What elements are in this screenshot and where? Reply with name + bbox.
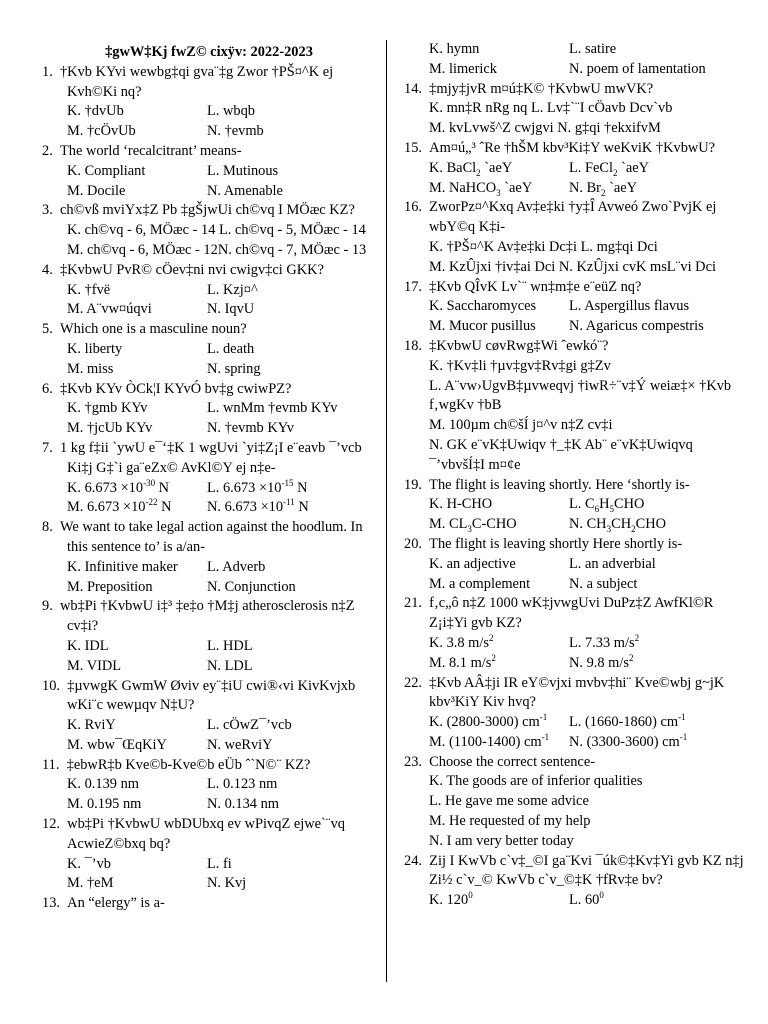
answer-option: M. †jcUb KYv: [67, 420, 153, 437]
answer-option-exp: -1: [539, 712, 548, 723]
answer-option: K. IDL: [67, 637, 109, 654]
answer-option: M. VIDL: [67, 657, 122, 674]
question-stem: 17. ‡Kvb QÎvK Lv`¨ wn‡m‡e e¨eüZ nq?: [404, 278, 642, 295]
answer-options: [404, 555, 750, 595]
answer-option: K. liberty: [67, 340, 123, 357]
answer-option: M. 0.195 nm: [67, 796, 142, 813]
answer-option: L. wnMm †evmb KYv: [207, 400, 338, 417]
question-3: [42, 201, 376, 260]
answer-option-line: L. A¨vw›UgvB‡µvweqvj †iwR÷¨v‡Ý weiæ‡× †Kvb f‚wgKv †bB: [429, 377, 732, 414]
question-stem: 20. The flight is leaving shortly Here shortly is-: [404, 535, 683, 552]
answer-option-line: M. ch©vq - 6, MÖæc - 12N. ch©vq - 7, MÖæc - 13: [67, 241, 367, 258]
answer-option: M. NaHCO$_3$ `aeY: [429, 179, 533, 198]
question-15: [404, 139, 750, 198]
answer-option: K. Infinitive maker: [67, 558, 178, 575]
question-stem: 8. We want to take legal action against the hoodlum. In this sentence to’ is a/an-: [42, 519, 363, 555]
question-stem: 18. ‡KvbwU cøvRwg‡Wi ˆewkó¨?: [404, 337, 609, 354]
question-16: [404, 198, 750, 277]
answer-options: [404, 159, 750, 199]
answer-option: L. wbqb: [207, 103, 255, 120]
answer-option-exp: 2: [628, 652, 634, 663]
answer-option: M. †cÖvUb: [67, 123, 136, 140]
question-5: [42, 320, 376, 379]
question-20: [404, 535, 750, 594]
answer-option: M. †eM: [67, 875, 114, 892]
answer-options: [42, 340, 376, 380]
answer-option: K. Compliant: [67, 162, 146, 179]
question-stem: 10. ‡µvwgK GwmW Øviv ey¨‡iU cwi®‹vi KivKvjxb wKi¨c wewµqv N‡U?: [42, 677, 356, 714]
question-stem: 22. ‡Kvb AÂ‡ji IR eY©vjxi mvbv‡hi¨ Kve©wbj g~jK kbv³KiY Kiv hvq?: [404, 674, 725, 711]
answer-option: M. $CL_3C$-CHO: [429, 516, 517, 534]
answer-option: M. a complement: [429, 575, 531, 592]
answer-option-exp: 2: [491, 652, 496, 663]
answer-option: N. †evmb: [207, 123, 264, 140]
answer-option: N. 0.134 nm: [207, 796, 279, 813]
answer-options: [42, 399, 376, 439]
page-title: ‡gwW‡Kj fwZ© cixÿv: 2022-2023: [105, 44, 313, 60]
answer-option: L. fi: [207, 855, 232, 872]
answer-option: N. a subject: [569, 575, 638, 592]
answer-option: M. (1100-1400) $cm^{-1}$: [429, 732, 550, 750]
answer-option: M. wbw¯ŒqKiY: [67, 736, 167, 753]
question-stem: 14. ‡mjy‡jvR m¤ú‡K© †KvbwU mwVK?: [404, 80, 654, 97]
answer-options: [42, 479, 376, 519]
answer-option-line: N. GK e¨vK‡Uwiqv †_‡K Ab¨ e¨vK‡Uwiqvq ¯’vbvšÍ‡I m¤¢e: [429, 436, 693, 473]
answer-option-exp: -1: [678, 712, 686, 723]
question-stem: 12. wb‡Pi †KvbwU wbDUbxq ev wPivqZ ejwe`¨vq AcwieZ©bxq bq?: [42, 816, 345, 852]
answer-option: M. Docile: [67, 182, 126, 199]
answer-option: M. limerick: [429, 60, 497, 77]
question-stem: 6. ‡Kvb KYv ÒCk¦I KYvÓ bv‡g cwiwPZ?: [42, 380, 292, 397]
question-stem: 3. ch©vß mviYx‡Z Pb ‡gŠjwUi ch©vq I MÖæc KZ?: [42, 202, 355, 219]
answer-option: L. death: [207, 340, 255, 357]
question-10: [42, 677, 376, 756]
answer-option: L. $6.673 \times 10^{-15}$ N: [207, 477, 308, 496]
answer-option: N. LDL: [207, 657, 253, 674]
answer-option: K. †fvë: [67, 281, 111, 298]
answer-option: K. H-CHO: [429, 496, 493, 513]
answer-option: K. $6.673 \times 10^{-30}$ N: [67, 477, 170, 496]
answer-option: L. Aspergillus flavus: [569, 298, 690, 315]
question-stem: 23. Choose the correct sentence-: [404, 753, 595, 770]
answer-option-line: K. †PŠ¤^K Av‡e‡ki Dc‡i L. mg‡qi Dci: [429, 238, 658, 255]
answer-options: [404, 495, 750, 535]
question-6: [42, 380, 376, 439]
answer-option-exp: 0: [599, 890, 604, 901]
answer-options: [42, 281, 376, 321]
answer-option: K. Saccharomyces: [429, 298, 537, 315]
answer-option: M. 8.1 $m/s^2$: [429, 652, 496, 671]
answer-options: [404, 891, 750, 911]
answer-option: N. †evmb KYv: [207, 420, 294, 437]
answer-option-line: N. I am very better today: [429, 832, 574, 849]
answer-option: K. †dvUb: [67, 103, 124, 120]
right-column: [404, 40, 750, 911]
answer-options: [42, 716, 376, 756]
answer-option: K. (2800-3000) $cm^{-1}$: [429, 712, 548, 731]
answer-option: K. RviY: [67, 717, 116, 734]
question-stem: 16. ZworPz¤^Kxq Av‡e‡ki †y‡Î Avweó Zwo`PvjK ej wbY©q K‡i-: [404, 199, 717, 236]
question-21: [404, 594, 750, 673]
question-22: [404, 674, 750, 753]
answer-option-exp: -15: [281, 477, 294, 488]
question-cont: [404, 40, 750, 80]
answer-option-exp: -1: [541, 732, 550, 743]
answer-option: N. Amenable: [207, 182, 283, 199]
answer-option-line: L. He gave me some advice: [429, 793, 589, 810]
question-18: [404, 337, 750, 476]
answer-option: L. Mutinous: [207, 162, 279, 179]
answer-option: N. (3300-3600) $cm^{-1}$: [569, 732, 688, 750]
question-stem: 5. Which one is a masculine noun?: [42, 321, 247, 338]
answer-option-line: M. He requested of my help: [429, 813, 591, 830]
question-stem: 9. wb‡Pi †KvbwU i‡³ ‡e‡o †M‡j atherosclerosis n‡Z cv‡i?: [42, 598, 355, 635]
question-12: [42, 815, 376, 894]
question-23: [404, 753, 750, 852]
answer-option: K. 3.8 $m/s^2$: [429, 633, 494, 651]
answer-option: L. cÖwZ¯’vcb: [207, 717, 292, 734]
answer-options: [42, 855, 376, 895]
question-8: [42, 518, 376, 597]
question-stem: 15. Am¤ú„³ ˆRe †hŠM kbv³Ki‡Y weKviK †KvbwU?: [404, 139, 716, 156]
answer-option-line: K. †Kv‡li †µv‡gv‡Rv‡gi g‡Zv: [429, 357, 611, 374]
answer-option-exp: -30: [143, 477, 156, 488]
question-11: [42, 756, 376, 815]
answer-option-exp: 2: [488, 633, 494, 644]
answer-options: [42, 162, 376, 202]
answer-option: L. HDL: [207, 637, 253, 654]
question-stem: 1. †Kvb KYvi wewbg‡qi gva¨‡g Zwor †PŠ¤^K ej Kvh©Ki nq?: [42, 63, 334, 100]
answer-option-exp: -1: [679, 732, 688, 743]
answer-option-line: K. ch©vq - 6, MÖæc - 14 L. ch©vq - 5, MÖæc - 14: [67, 222, 366, 239]
answer-option-line: M. KzÛjxi †iv‡ai Dci N. KzÛjxi cvK msL¨vi Dci: [429, 258, 716, 275]
answer-option: L. 7.33 $m/s^2$: [569, 633, 640, 651]
answer-options: [42, 637, 376, 677]
answer-option: K. †gmb KYv: [67, 400, 148, 417]
answer-options: [42, 558, 376, 598]
question-4: [42, 261, 376, 320]
answer-option-exp: 0: [468, 890, 473, 901]
answer-option: N. $Br_2$ `aeY: [569, 179, 638, 198]
answer-option: L. an adverbial: [569, 555, 656, 572]
answer-option: L. 0.123 nm: [207, 776, 278, 793]
answer-option: N. IqvU: [207, 301, 255, 318]
question-14: [404, 80, 750, 139]
answer-option: N. Conjunction: [207, 578, 296, 595]
answer-option-exp: -22: [145, 497, 158, 508]
question-stem: 11. ‡ebwR‡b Kve©b-Kve©b eÜb ˆ`N©¨ KZ?: [42, 756, 311, 773]
answer-option-exp: 2: [634, 633, 640, 644]
answer-option: M. $6.673 \times 10^{-22}$ N: [67, 497, 172, 516]
answer-option-exp: -11: [283, 497, 295, 508]
question-2: [42, 142, 376, 201]
answer-option-line: K. mn‡R nRg nq L. Lv‡`¨I cÖavb Dcv`vb: [429, 100, 673, 117]
left-column: [42, 40, 376, 914]
answer-option: M. A¨vw¤úqvi: [67, 301, 152, 318]
question-stem: 7. 1 kg f‡ii `ywU e¯‘‡K 1 wgUvi `yi‡Z¡I e¨eavb ¯’vcb Ki‡j G‡`i ga¨eZx© AvKl©Y ej n‡e-: [42, 439, 362, 476]
question-stem: 4. ‡KvbwU PvR© cÖev‡ni nvi cwigv‡ci GKK?: [42, 261, 324, 278]
answer-option: L. satire: [569, 41, 617, 57]
answer-option: L. Adverb: [207, 558, 266, 575]
answer-option: N. $6.673 \times 10^{-11}$ N: [207, 497, 309, 516]
answer-option: M. Preposition: [67, 578, 153, 595]
answer-option: N. spring: [207, 360, 261, 377]
answer-option: N. poem of lamentation: [569, 60, 706, 77]
answer-option: N. Agaricus compestris: [569, 318, 704, 335]
answer-option: K. $120^0$: [429, 890, 473, 909]
answer-option: K. BaCl$_2$ `aeY: [429, 159, 513, 178]
answer-option: N. weRviY: [207, 736, 273, 753]
answer-option-line: M. kvLvwš^Z cwjgvi N. g‡qi †ekxifvM: [429, 120, 661, 137]
question-17: [404, 278, 750, 337]
answer-options: [42, 102, 376, 142]
answer-option: M. miss: [67, 360, 114, 377]
question-19: [404, 476, 750, 535]
answer-option: N. Kvj: [207, 875, 247, 892]
answer-options: [42, 775, 376, 815]
answer-option: L. Kzj¤^: [207, 281, 258, 298]
answer-options: [404, 297, 750, 337]
question-13: [42, 894, 376, 914]
answer-option: L. $C_6H_5CHO$: [569, 496, 645, 515]
answer-option: K. ¯’vb: [67, 855, 111, 872]
question-stem: 21. f‚c„ô n‡Z 1000 wK‡jvwgUvi DuPz‡Z AwfKl©R Z¡i‡Yi gvb KZ?: [404, 595, 714, 632]
answer-option: L. (1660-1860) $cm^{-1}$: [569, 712, 686, 731]
answer-option: N. 9.8 $m/s^2$: [569, 652, 634, 671]
answer-option: L. $60^0$: [569, 890, 604, 909]
column-divider: [386, 40, 387, 982]
question-9: [42, 597, 376, 676]
answer-option: K. 0.139 nm: [67, 776, 139, 793]
question-stem: 13. An “elergy” is a-: [42, 895, 165, 912]
answer-option: L. FeCl$_2$ `aeY: [569, 159, 650, 178]
answer-option: N. $CH_3CH_2CHO$: [569, 516, 666, 534]
question-stem: 2. The world ‘recalcitrant’ means-: [42, 142, 242, 159]
answer-option: M. Mucor pusillus: [429, 318, 536, 335]
answer-option: K. an adjective: [429, 555, 516, 572]
answer-option-line: M. 100µm ch©šÍ j¤^v n‡Z cv‡i: [429, 417, 613, 434]
question-7: [42, 439, 376, 518]
answer-options: [404, 713, 750, 753]
answer-option-line: K. The goods are of inferior qualities: [429, 773, 643, 790]
answer-options: [404, 634, 750, 674]
answer-options: [404, 40, 750, 80]
answer-option: K. hymn: [429, 41, 480, 57]
question-24: [404, 852, 750, 911]
question-stem: 19. The flight is leaving shortly. Here ‘shortly is-: [404, 476, 690, 493]
question-1: [42, 63, 376, 142]
question-stem: 24. Zij I KwVb c`v‡_©I ga¨Kvi ¯úk©‡Kv‡Yi gvb KZ n‡j Zi½ c`v_© KwVb c`v_©‡K †fRv‡e bv?: [404, 852, 744, 889]
